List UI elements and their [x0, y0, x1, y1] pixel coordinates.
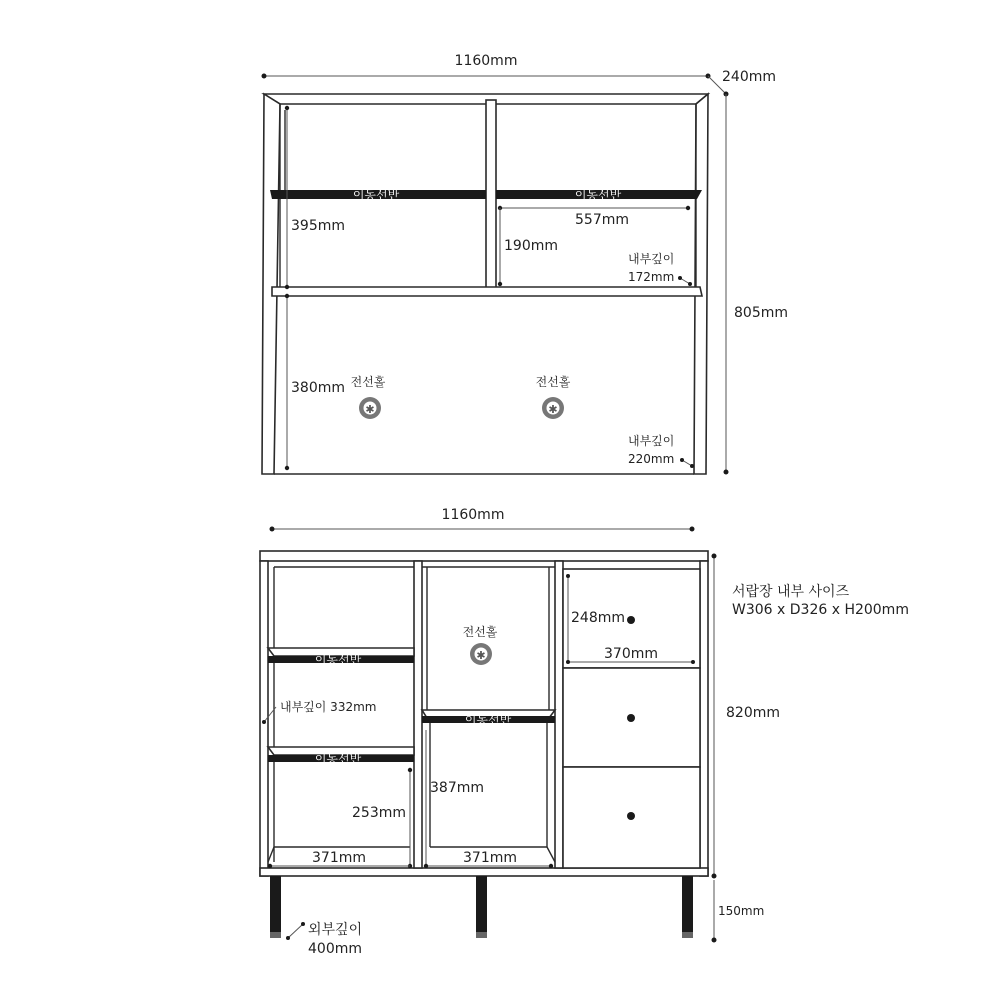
hutch-left-shelf-label: 이동선반 [352, 188, 400, 202]
lower-depth-dot-a [680, 458, 684, 462]
cabinet-divider-2 [555, 561, 563, 868]
leg-left-foot [270, 932, 281, 938]
cabinet-bottom-panel [260, 868, 708, 876]
hutch-fixed-shelf [272, 287, 702, 296]
drawer-size-title: 서랍장 내부 사이즈 [732, 584, 850, 600]
left-width-label: 371mm [312, 850, 366, 866]
left-shelf-bottom-label: 이동선반 [314, 752, 362, 766]
drawer-3-knob [627, 812, 635, 820]
center-width-start-dot [424, 864, 428, 868]
upper-right-width-end-dot [686, 206, 690, 210]
leg-left [270, 876, 281, 936]
hutch-width-start-dot [262, 74, 267, 79]
drawer-height-label: 248mm [571, 610, 625, 626]
hutch-center-divider [486, 100, 496, 290]
left-shelf-top-label: 이동선반 [314, 653, 362, 667]
upper-right-width-label: 557mm [575, 212, 629, 228]
drawer-2-knob [627, 714, 635, 722]
hutch-height-dot [724, 470, 729, 475]
leg-center-foot [476, 932, 487, 938]
left-depth-label: 내부깊이 332mm [280, 700, 377, 714]
cabinet-height-top-dot [712, 554, 717, 559]
drawer-height-top-dot [566, 574, 570, 578]
lower-height-bottom-dot [285, 466, 289, 470]
leg-center [476, 876, 487, 936]
cabinet-top-panel [260, 551, 708, 561]
left-depth-dot [262, 720, 266, 724]
outer-depth-value: 400mm [308, 941, 362, 957]
center-width-label: 371mm [463, 850, 517, 866]
center-cable-hole-icon [470, 643, 492, 665]
upper-right-height-bottom-dot [498, 282, 502, 286]
center-low-corner [547, 847, 555, 862]
center-shelf-label: 이동선반 [464, 713, 512, 727]
hutch-width-label: 1160mm [454, 53, 518, 69]
outer-depth-line [288, 924, 303, 938]
leg-height-bottom-dot [712, 938, 717, 943]
lower-depth-dot-b [690, 464, 694, 468]
lower-depth-value: 220mm [628, 452, 675, 466]
hutch-cable-hole-left-label: 전선홀 [350, 375, 386, 389]
upper-depth-dot-b [688, 282, 692, 286]
cabinet-right-panel [700, 561, 708, 876]
upper-left-height-top-dot [285, 106, 289, 110]
lower-height-top-dot [285, 294, 289, 298]
upper-left-height-bottom-dot [285, 285, 289, 289]
center-width-end-dot [549, 864, 553, 868]
drawer-width-end-dot [691, 660, 695, 664]
leg-height-label: 150mm [718, 904, 765, 918]
cabinet-width-label: 1160mm [441, 507, 505, 523]
lower-depth-title: 내부깊이 [628, 434, 675, 448]
upper-depth-title: 내부깊이 [628, 252, 675, 266]
cabinet-width-start-dot [270, 527, 275, 532]
left-bottom-height-label: 253mm [352, 805, 406, 821]
svg-text:✱: ✱ [365, 403, 375, 416]
left-width-start-dot [268, 864, 272, 868]
drawer-1-knob [627, 616, 635, 624]
hutch-cable-hole-right-icon [542, 397, 564, 419]
outer-depth-dot-a [286, 936, 290, 940]
leg-right-foot [682, 932, 693, 938]
svg-text:✱: ✱ [548, 403, 558, 416]
cabinet-height-label: 820mm [726, 705, 780, 721]
upper-depth-value: 172mm [628, 270, 675, 284]
hutch-unit [262, 53, 789, 475]
outer-depth-dot-b [301, 922, 305, 926]
lower-height-label: 380mm [291, 380, 345, 396]
hutch-left-panel [262, 94, 280, 474]
hutch-height-label: 805mm [734, 305, 788, 321]
center-height-label: 387mm [430, 780, 484, 796]
upper-right-height-label: 190mm [504, 238, 558, 254]
hutch-cable-hole-right-label: 전선홀 [535, 375, 571, 389]
center-cable-hole-label: 전선홀 [462, 625, 498, 639]
left-comp-corner [268, 847, 274, 862]
drawer-size-value: W306 x D326 x H200mm [732, 602, 909, 618]
cabinet-unit [260, 507, 909, 957]
cabinet-divider-1 [414, 561, 422, 868]
upper-left-height-label: 395mm [291, 218, 345, 234]
hutch-depth-label: 240mm [722, 69, 776, 85]
upper-depth-dot-a [678, 276, 682, 280]
outer-depth-title: 외부깊이 [308, 922, 363, 938]
drawer-width-start-dot [566, 660, 570, 664]
svg-text:✱: ✱ [476, 649, 486, 662]
leg-right [682, 876, 693, 936]
hutch-right-shelf-label: 이동선반 [574, 188, 622, 202]
left-bottom-height-top-dot [408, 768, 412, 772]
cabinet-width-end-dot [690, 527, 695, 532]
drawer-width-label: 370mm [604, 646, 658, 662]
hutch-cable-hole-left-icon [359, 397, 381, 419]
cabinet-height-bottom-dot [712, 874, 717, 879]
